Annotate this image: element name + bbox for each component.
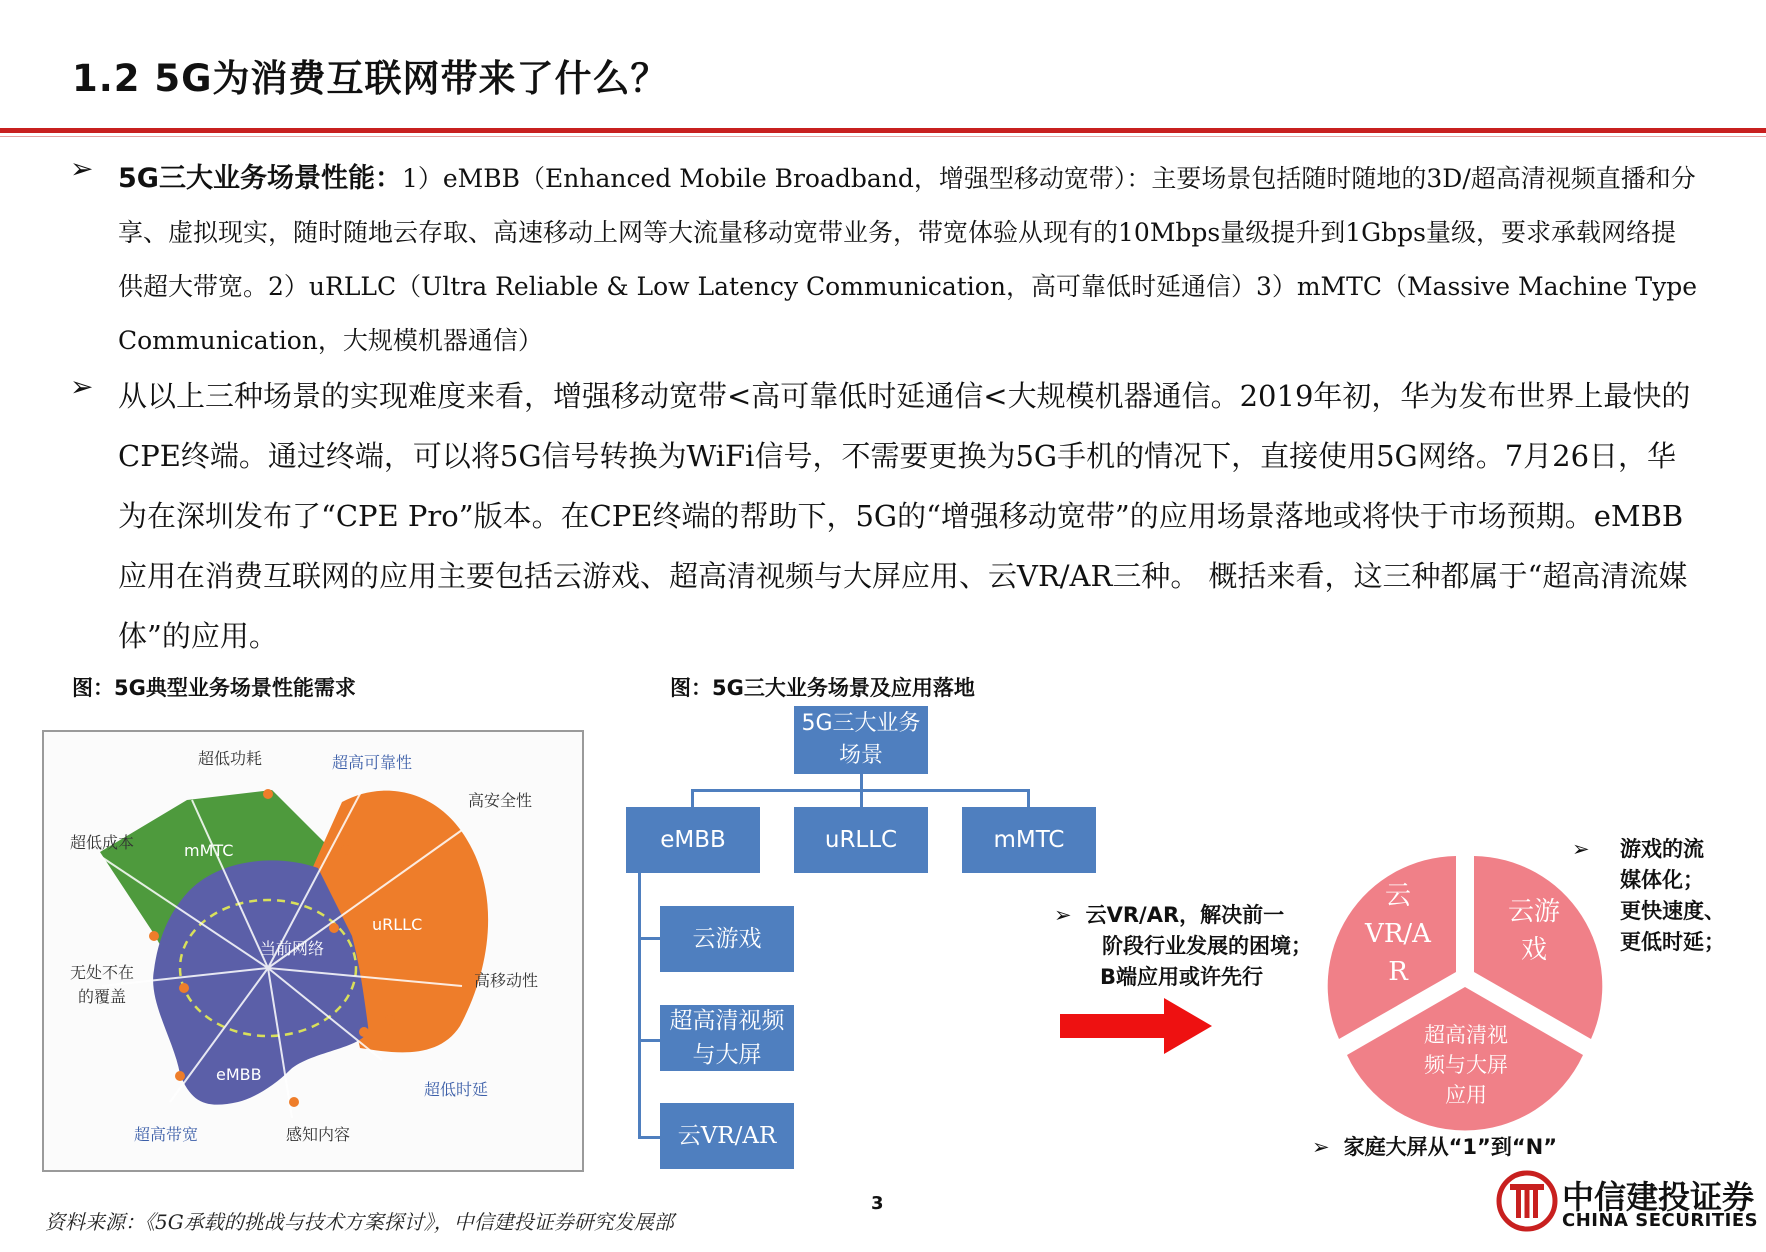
label-high-security: 高安全性 — [468, 791, 533, 810]
label-ultra-high-bandwidth: 超高带宽 — [134, 1125, 199, 1144]
page-number: 3 — [871, 1193, 884, 1214]
bullet-1-body: 1）eMBB（Enhanced Mobile Broadband，增强型移动宽带）：主要场景包括随时随地的3D/超高清视频直播和分享、虚拟现实，随时随地云存取、高速移动上网等大流量移动宽带业务，带宽体验从现有的10Mbps量级提升到1Gbps量级，要求承载网络提供超大带宽。2）uRLLC（Ultra Reliable & Low Latency Communication，高可靠低时延通信）3）mMTC（Massive Machine Type Communication，大规模机器通信） — [118, 164, 1698, 355]
label-ubiquitous-1: 无处不在 — [70, 963, 135, 982]
bullet-arrow-icon: ➢ — [1572, 837, 1590, 861]
label-ultra-low-latency: 超低时延 — [424, 1080, 489, 1099]
tree-connector — [1027, 789, 1030, 807]
bullet-arrow-icon: ➢ — [1054, 903, 1072, 927]
pie-label-vr-2: VR/A — [1365, 919, 1431, 949]
pie-label-vr-1: 云 — [1384, 881, 1412, 911]
pie-label-vr-3: R — [1388, 957, 1408, 987]
tree-node-cloud-vr: 云VR/AR — [660, 1103, 794, 1169]
header-divider — [0, 128, 1766, 133]
performance-requirements-figure — [42, 730, 584, 1172]
bullet-1 — [118, 152, 1698, 368]
logo-name-cn: 中信建投证券 — [1562, 1178, 1755, 1216]
bullet-arrow-icon: ➢ — [70, 152, 94, 185]
annotation-cloud-gaming: ➢ 游戏的流 媒体化； 更快速度、 更低时延； — [1572, 834, 1725, 958]
tree-root-box: 5G三大业务场景 — [794, 706, 928, 774]
red-arrow-icon — [1060, 998, 1216, 1054]
label-embb: eMBB — [216, 1065, 262, 1084]
citic-logo-icon — [1496, 1170, 1558, 1232]
bullet-1-lead: 5G三大业务场景性能： — [118, 163, 402, 194]
tree-connector — [860, 789, 863, 807]
tree-connector — [860, 774, 863, 790]
tree-connector — [691, 789, 694, 807]
pie-label-screen-1: 超高清视 — [1424, 1023, 1508, 1047]
bullet-arrow-icon: ➢ — [1312, 1135, 1330, 1159]
label-urllc: uRLLC — [372, 915, 423, 934]
tree-node-uhd-video: 超高清视频与大屏 — [660, 1005, 794, 1071]
label-mmtc: mMTC — [184, 841, 234, 860]
tree-node-cloud-gaming: 云游戏 — [660, 906, 794, 972]
application-pie — [1320, 846, 1610, 1136]
figure-1-caption: 图：5G典型业务场景性能需求 — [72, 676, 356, 700]
source-note: 资料来源：《5G承载的挑战与技术方案探讨》，中信建投证券研究发展部 — [45, 1210, 674, 1234]
pie-label-screen-3: 应用 — [1445, 1083, 1487, 1107]
tree-connector — [638, 873, 641, 1139]
tree-node-embb: eMBB — [626, 807, 760, 873]
tree-connector — [638, 1039, 660, 1042]
label-ultra-low-cost: 超低成本 — [70, 833, 135, 852]
label-ultra-reliable: 超高可靠性 — [332, 753, 413, 772]
pie-label-game-1: 云游 — [1507, 897, 1561, 927]
pie-label-screen-2: 频与大屏 — [1424, 1053, 1508, 1077]
label-current-network: 当前网络 — [260, 939, 325, 958]
tree-connector — [638, 937, 660, 940]
annotation-cloud-vr: ➢ 云VR/AR，解决前一 阶段行业发展的困境； B端应用或许先行 — [1054, 903, 1312, 989]
bullet-arrow-icon: ➢ — [70, 370, 94, 403]
label-high-mobility: 高移动性 — [474, 971, 539, 990]
tree-node-urllc: uRLLC — [794, 807, 928, 873]
label-ubiquitous-2: 的覆盖 — [78, 987, 127, 1006]
bullet-2: 从以上三种场景的实现难度来看，增强移动宽带<高可靠低时延通信<大规模机器通信。2019年初，华为发布世界上最快的CPE终端。通过终端，可以将5G信号转换为WiFi信号，不需要更换为5G手机的情况下，直接使用5G网络。7月26日，华为在深圳发布了“CPE Pro”版本。在CPE终端的帮助下，5G的“增强移动宽带”的应用场景落地或将快于市场预期。eMBB应用在消费互联网的应用主要包括云游戏、超高清视频与大屏应用、云VR/AR三种。 概括来看，这三种都属于“超高清流媒体”的应用。 — [118, 379, 1691, 653]
header-divider-shadow — [0, 136, 1766, 137]
pie-label-game-2: 戏 — [1520, 935, 1548, 965]
figure-2-caption: 图：5G三大业务场景及应用落地 — [670, 676, 975, 700]
label-perceived-content: 感知内容 — [286, 1125, 351, 1144]
tree-connector — [638, 1136, 660, 1139]
tree-node-mmtc: mMTC — [962, 807, 1096, 873]
label-ultra-low-power: 超低功耗 — [198, 749, 263, 768]
annotation-home-screen: ➢ 家庭大屏从“1”到“N” — [1312, 1135, 1558, 1159]
page-title: 1.2 5G为消费互联网带来了什么？ — [72, 57, 669, 100]
logo-name-en: CHINA SECURITIES — [1562, 1210, 1759, 1231]
